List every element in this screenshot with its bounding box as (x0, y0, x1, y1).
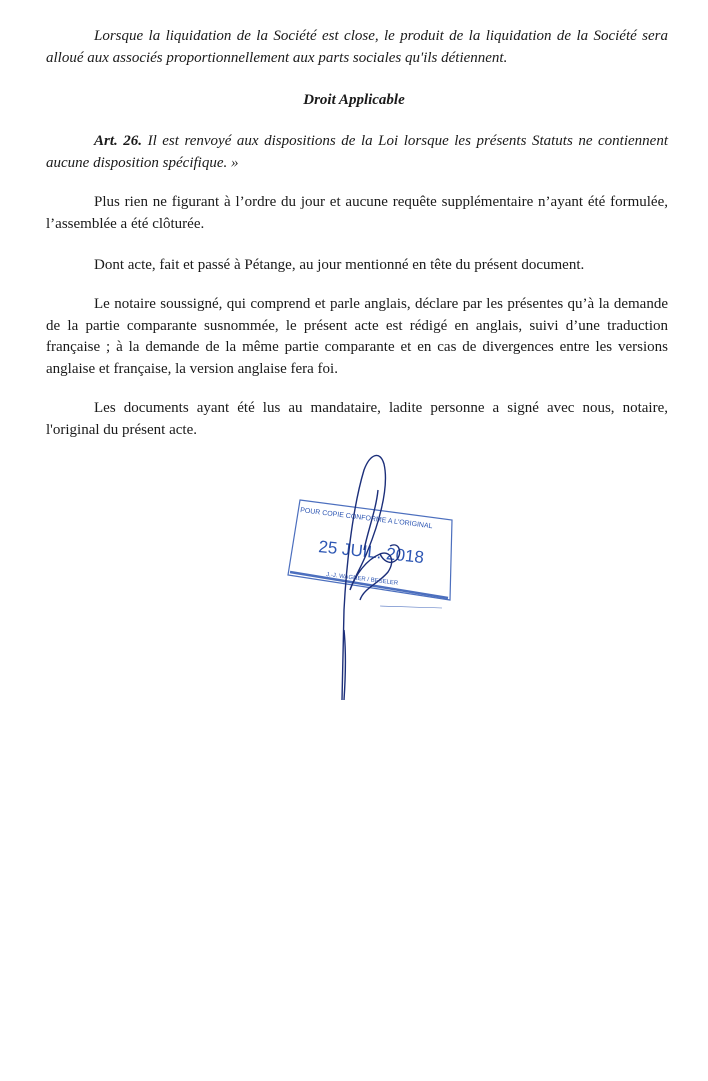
section-heading: Droit Applicable (303, 92, 405, 108)
paragraph-closing: Plus rien ne figurant à l’ordre du jour et aucune requête supplémentaire n’ayant été formulée, l’assemblée a été clôturée. (46, 194, 668, 232)
paragraph-liquidation: Lorsque la liquidation de la Société est close, le produit de la liquidation de la Société sera alloué aux associés proportionnellement aux parts sociales qu'ils détiennent. (46, 28, 668, 66)
stamp-date: 25 JUIL. 2018 (317, 537, 425, 568)
paragraph-language: Le notaire soussigné, qui comprend et parle anglais, déclare par les présentes qu’à la demande de la partie comparante susnommée, le présent acte est rédigé en anglais, suivi d’une traduction française ; à la demande de la même partie comparante et en cas de divergences entre les versions anglaise et française, la version anglaise fera foi. (46, 296, 668, 377)
article-label: Art. 26. (94, 133, 143, 149)
paragraph-acte: Dont acte, fait et passé à Pétange, au jour mentionné en tête du présent document. (94, 257, 585, 273)
stamp-trailing-line (380, 606, 442, 608)
stamp-underline (290, 572, 448, 598)
stamp-footer: J.-J. WAGNER / BESELER (325, 572, 399, 587)
paragraph-signature: Les documents ayant été lus au mandataire, ladite personne a signé avec nous, notaire, l'original du présent acte. (46, 400, 668, 438)
notary-stamp (280, 450, 480, 710)
stamp-header: POUR COPIE CONFORME A L'ORIGINAL (299, 507, 433, 531)
paragraph-article-26: Art. 26. Il est renvoyé aux dispositions de la Loi lorsque les présents Statuts ne contiennent aucune disposition spécifique. » (46, 133, 668, 171)
